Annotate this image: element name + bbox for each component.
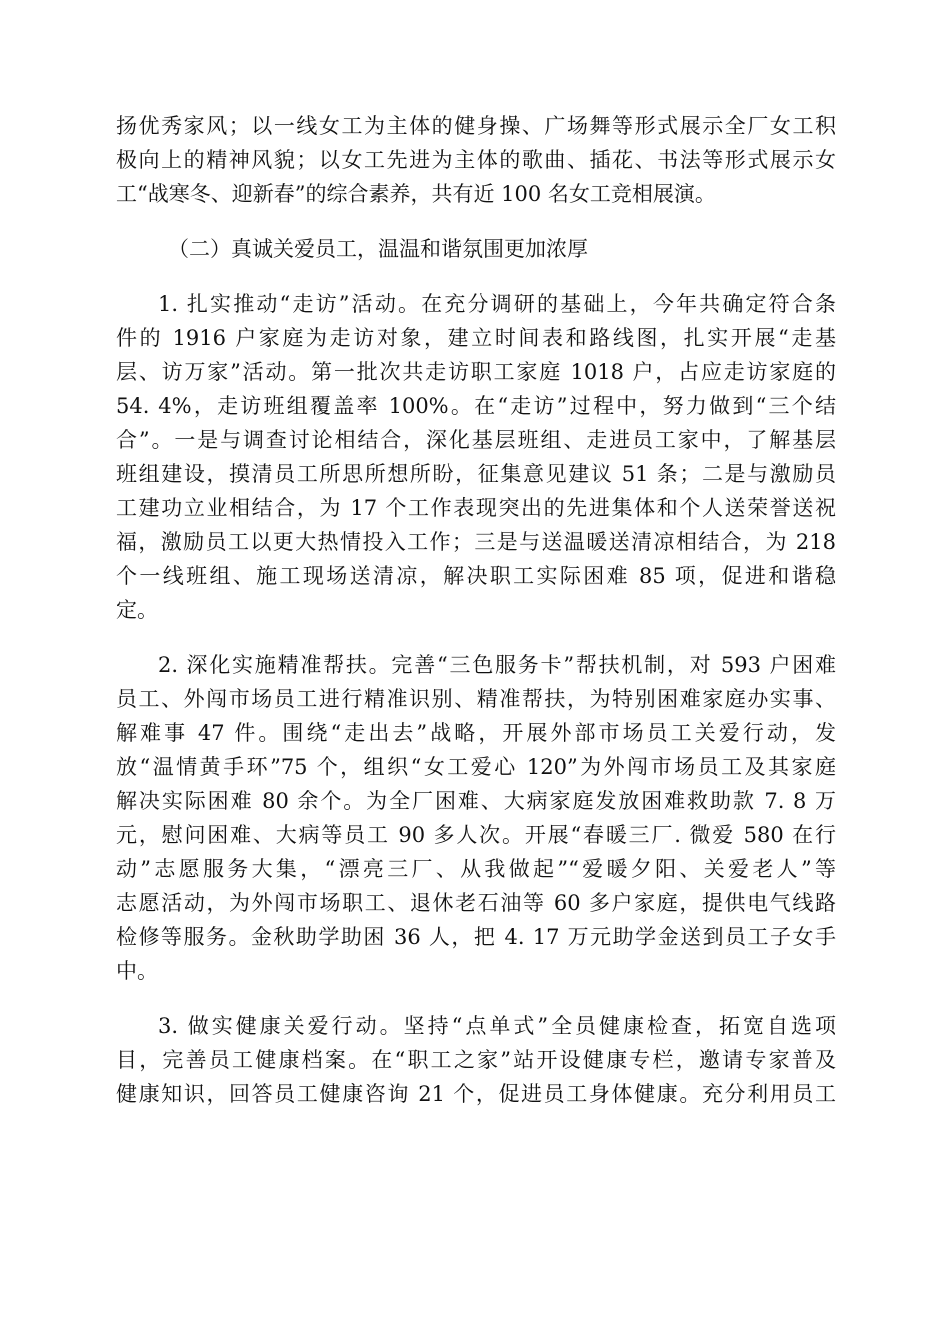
paragraph-targeted-assistance (116, 648, 836, 988)
text-line: 54. 4%，走访班组覆盖率 100%。在“走访”过程中，努力做到“三个结 (116, 394, 836, 418)
text-line: 3. 做实健康关爱行动。坚持“点单式”全员健康检查，拓宽自选项 (158, 1014, 836, 1038)
text-line: 员工、外闯市场员工进行精准识别、精准帮扶，为特别困难家庭办实事、 (116, 687, 836, 711)
section-heading (116, 232, 836, 266)
paragraph-family-style (116, 109, 836, 211)
text-line: 志愿活动，为外闯市场职工、退休老石油等 60 多户家庭，提供电气线路 (116, 891, 836, 915)
text-line: 件的 1916 户家庭为走访对象，建立时间表和路线图，扎实开展“走基 (116, 326, 836, 350)
text-line: 扬优秀家风；以一线女工为主体的健身操、广场舞等形式展示全厂女工积 (116, 114, 836, 138)
text-line: 解决实际困难 80 余个。为全厂困难、大病家庭发放困难救助款 7. 8 万 (116, 789, 836, 813)
text-line: 检修等服务。金秋助学助困 36 人，把 4. 17 万元助学金送到员工子女手 (116, 925, 836, 949)
text-line: 工建功立业相结合，为 17 个工作表现突出的先进集体和个人送荣誉送祝 (116, 496, 836, 520)
text-line: 个一线班组、施工现场送清凉，解决职工实际困难 85 项，促进和谐稳 (116, 564, 836, 588)
text-line: 定。 (116, 598, 158, 622)
text-line: 班组建设，摸清员工所思所想所盼，征集意见建议 51 条；二是与激励员 (116, 462, 836, 486)
text-line: 中。 (116, 959, 158, 983)
text-line: 工“战寒冬、迎新春”的综合素养，共有近 100 名女工竞相展演。 (116, 182, 716, 206)
text-line: 层、访万家”活动。第一批次共走访职工家庭 1018 户，占应走访家庭的 (116, 360, 836, 384)
paragraph-health-care (116, 1009, 836, 1111)
text-line: 元，慰问困难、大病等员工 90 多人次。开展“春暖三厂. 微爱 580 在行 (116, 823, 836, 847)
text-line: 福，激励员工以更大热情投入工作；三是与送温暖送清凉相结合，为 218 (116, 530, 836, 554)
text-line: 动”志愿服务大集，“漂亮三厂、从我做起”“爱暖夕阳、关爱老人”等 (116, 857, 836, 881)
text-line: 极向上的精神风貌；以女工先进为主体的歌曲、插花、书法等形式展示女 (116, 148, 836, 172)
text-line: 放“温情黄手环”75 个，组织“女工爱心 120”为外闯市场员工及其家庭 (116, 755, 836, 779)
text-line: 健康知识，回答员工健康咨询 21 个，促进员工身体健康。充分利用员工 (116, 1082, 836, 1106)
heading-text: （二）真诚关爱员工，温温和谐氛围更加浓厚 (168, 237, 588, 261)
document-page (116, 109, 836, 1111)
text-line: 目，完善员工健康档案。在“职工之家”站开设健康专栏，邀请专家普及 (116, 1048, 836, 1072)
text-line: 2. 深化实施精准帮扶。完善“三色服务卡”帮扶机制，对 593 户困难 (158, 653, 836, 677)
paragraph-visits (116, 287, 836, 627)
text-line: 1. 扎实推动“走访”活动。在充分调研的基础上，今年共确定符合条 (158, 292, 836, 316)
text-line: 合”。一是与调查讨论相结合，深化基层班组、走进员工家中，了解基层 (116, 428, 836, 452)
text-line: 解难事 47 件。围绕“走出去”战略，开展外部市场员工关爱行动，发 (116, 721, 836, 745)
